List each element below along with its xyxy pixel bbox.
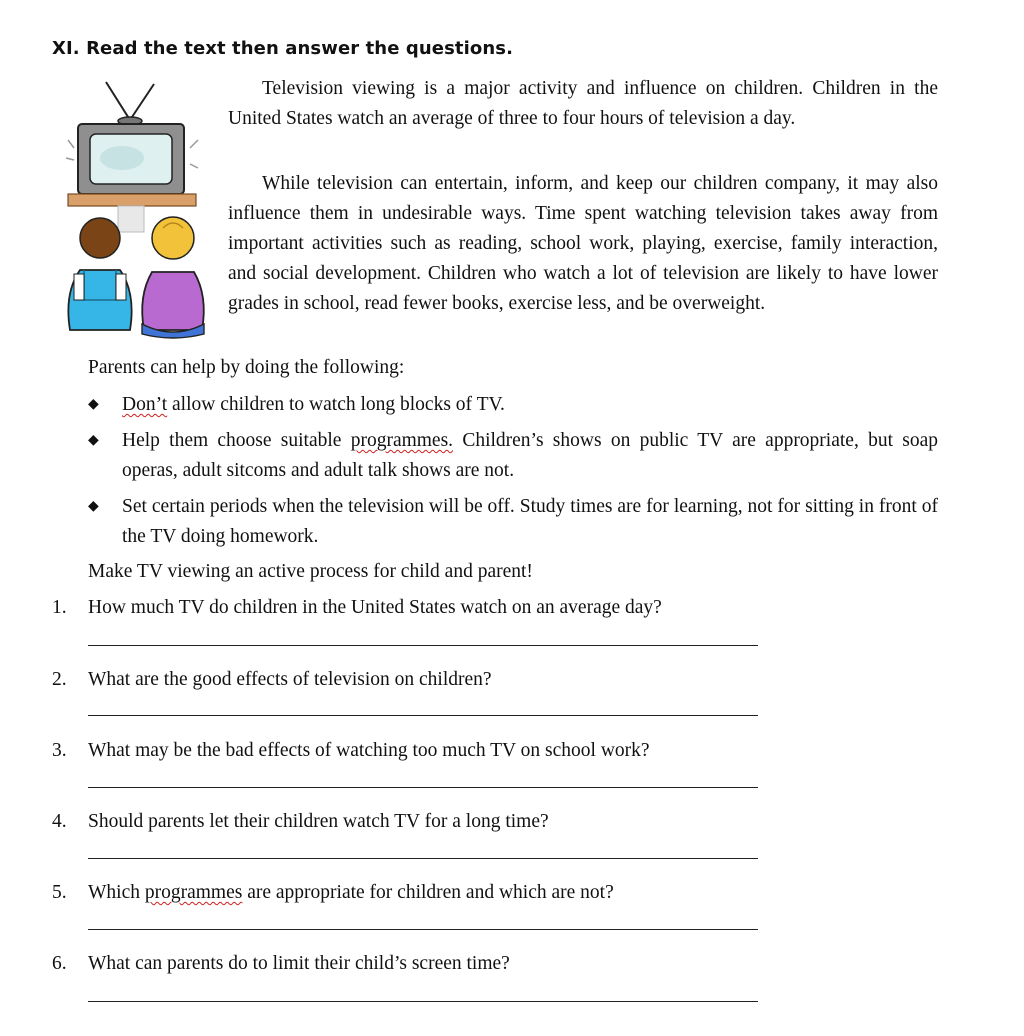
diamond-bullet-icon: ◆ [88,397,99,412]
diamond-bullet-icon: ◆ [88,499,99,514]
answer-line-1[interactable] [88,645,758,646]
passage-paragraph-2: While television can entertain, inform, and keep our children company, it may also influence them in undesirable ways. Time spent watching television takes away from important activities such as reading, school work, playing, exercise, family interaction, and social development. Children who watch a lot of television are likely to have lower grades in school, read fewer books, exercise less, and be overweight. [228,173,938,314]
parents-intro: Parents can help by doing the following: [88,357,405,378]
list-item: ◆ Help them choose suitable programmes. Children’s shows on public TV are appropriate, but soap operas, adult sitcoms and adult talk shows are not. [88,426,938,486]
passage-paragraph-1: Television viewing is a major activity and influence on children. Children in the United States watch an average of three to four hours of television a day. [228,78,938,129]
tips-list [88,390,938,552]
answer-line-2[interactable] [88,715,758,716]
answer-line-3[interactable] [88,787,758,788]
section-title: XI. Read the text then answer the questions. [52,38,514,59]
children-watching-tv-icon [60,78,220,340]
list-item: ◆ Don’t allow children to watch long blocks of TV. [88,390,938,420]
closing-line: Make TV viewing an active process for child and parent! [88,561,533,582]
worksheet-page: XI. Read the text then answer the questions. Television viewing is a major activity and influence on children. Children in the United States watch an average of three to four hours of television a day. While television can entertain, inform, and keep our children company, it may also influence them in undesirable ways. Time spent watching television takes away from important activities such as reading, school work, playing, exercise, family interaction, and social development. Children who watch a lot of television are likely to have lower grades in school, read fewer books, exercise less, and be overweight. Parents can help by doing the following: ◆ Don’t allow children to watch long blocks of TV. ◆ Help them choose suitable programmes. Children’s shows on public TV are appropriate, but soap operas, adult sitcoms and adult talk shows are not. ◆ Set certain periods when the television will be off. Study times are for learning, not for sitting in front of the TV doing homework. Make TV viewing an active process for child and parent! 1. How much TV do children in the United States watch on an average day? 2. What are the good effects of television on children? 3. What may be the bad effects of watching too much TV on school work? 4. Should parents let their children watch TV for a long time? 5. Which programmes are appropriate for children and which are not? 6. What can parents do to limit their child’s screen time? [0,0,1024,1036]
answer-line-4[interactable] [88,858,758,859]
list-item: ◆ Set certain periods when the television will be off. Study times are for learning, not for sitting in front of the TV doing homework. [88,492,938,552]
answer-line-5[interactable] [88,929,758,930]
diamond-bullet-icon: ◆ [88,433,99,448]
answer-line-6[interactable] [88,1001,758,1002]
